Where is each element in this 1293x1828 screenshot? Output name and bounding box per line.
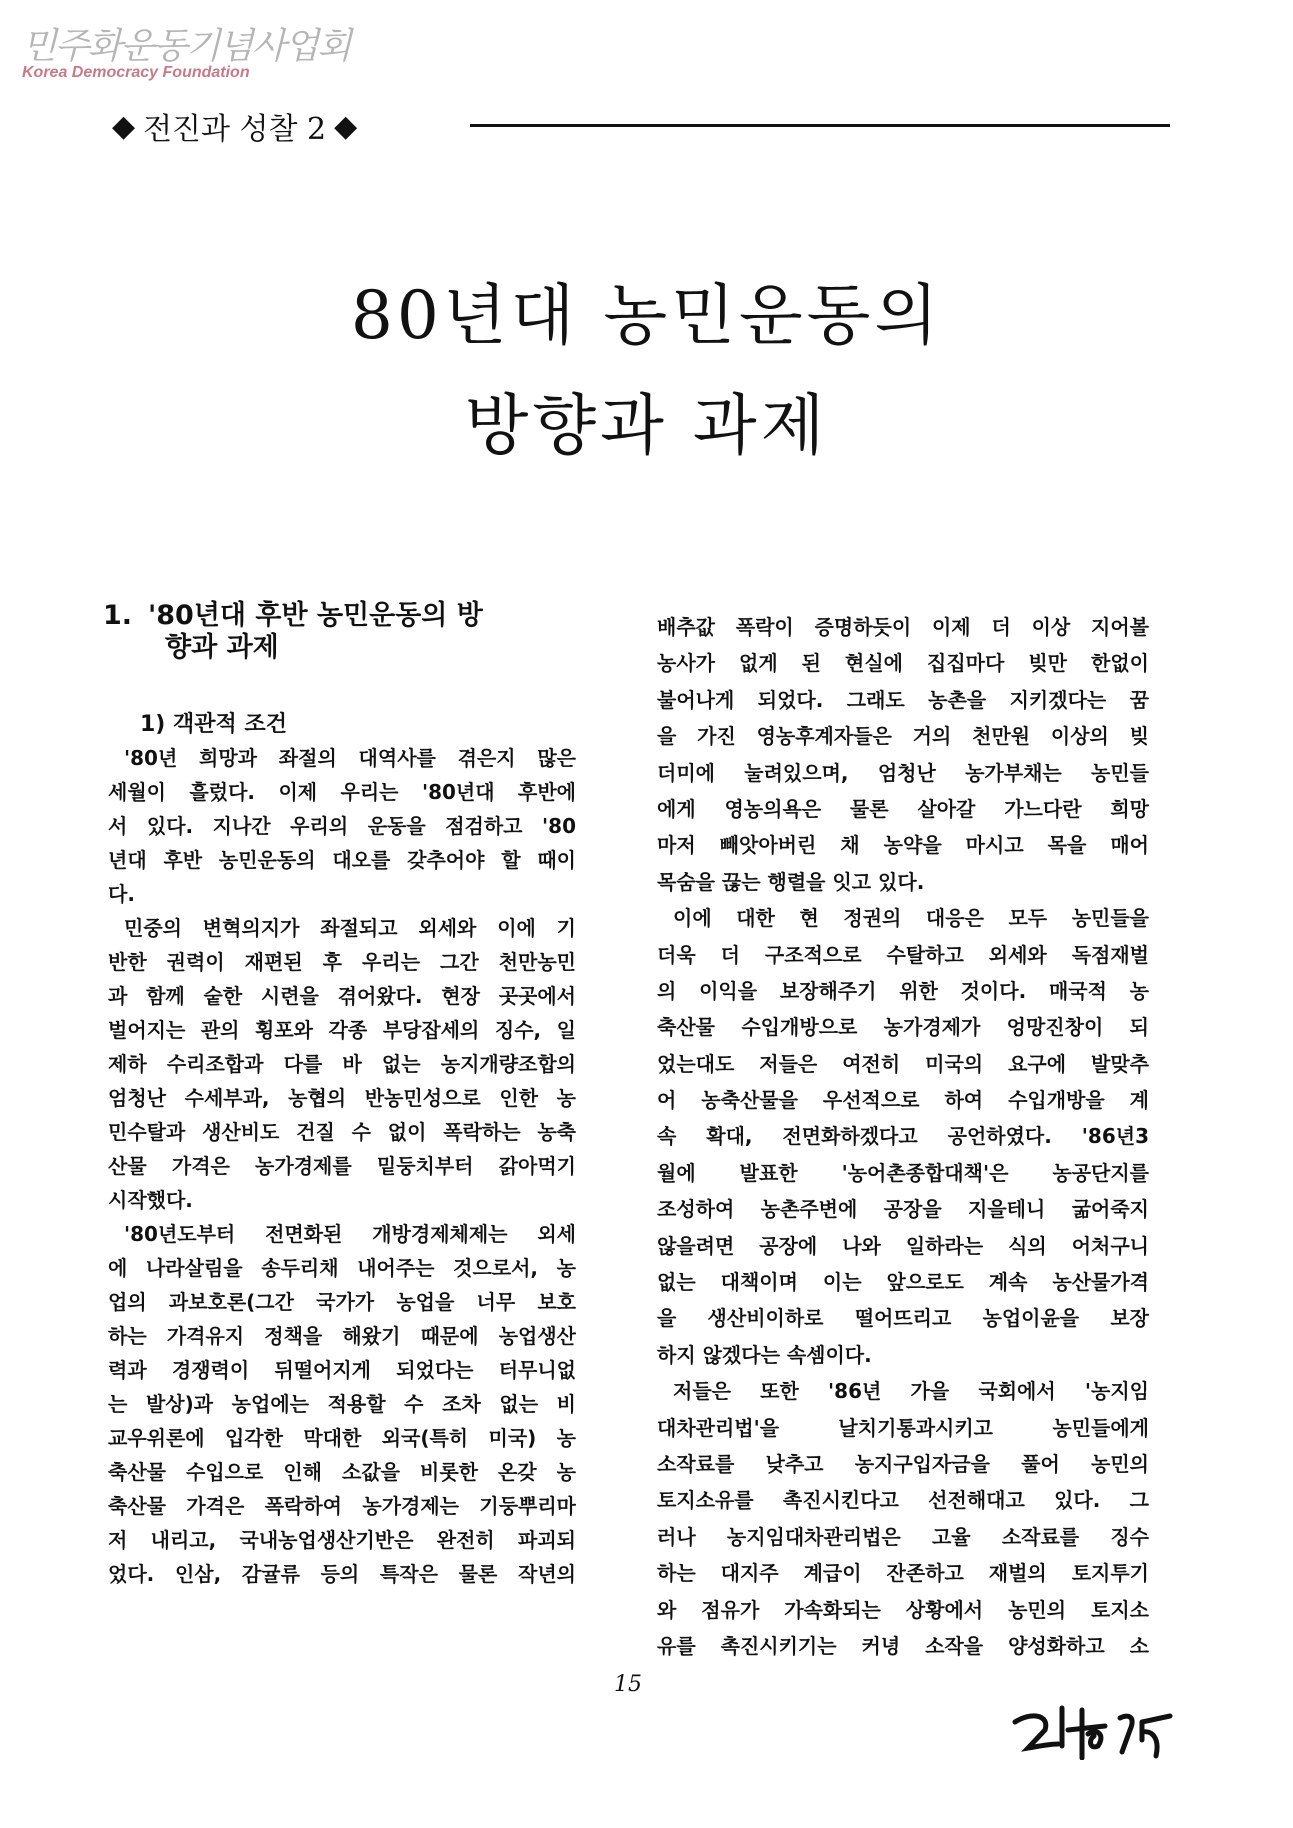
- text-line: 토지소유를 촉진시킨다고 선전해대고 있다. 그: [657, 1488, 1149, 1513]
- text-line: 마저 빼앗아버린 채 농약을 마시고 목을 매어: [657, 833, 1149, 858]
- text-line: 교우위론에 입각한 막대한 외국(특히 미국) 농: [108, 1426, 576, 1450]
- text-line: 력과 경쟁력이 뒤떨어지게 되었다는 터무니없: [108, 1358, 576, 1382]
- text-line: 시작했다.: [108, 1188, 193, 1212]
- heading-1: [103, 600, 643, 664]
- text-line: '80년 희망과 좌절의 대역사를 겪은지 많은: [124, 746, 576, 770]
- diamond-icon: ◆: [112, 108, 136, 144]
- handwritten-number: [1010, 1700, 1210, 1760]
- heading-text-1: '80년대 후반 농민운동의 방: [148, 600, 483, 631]
- text-line: 속 확대, 전면화하겠다고 공언하였다. '86년3: [657, 1124, 1149, 1149]
- text-line: 않을려면 공장에 나와 일하라는 식의 어처구니: [657, 1233, 1149, 1258]
- text-line: 벌어지는 관의 횡포와 각종 부당잡세의 징수, 일: [108, 1018, 576, 1042]
- heading-number: 1.: [103, 600, 133, 631]
- text-line: 과 함께 숱한 시련을 겪어왔다. 현장 곳곳에서: [108, 984, 576, 1008]
- text-line: 불어나게 되었다. 그래도 농촌을 지키겠다는 꿈: [657, 687, 1149, 712]
- text-line: 어 농축산물을 우선적으로 하여 수입개방을 계: [657, 1088, 1149, 1113]
- text-line: 더미에 눌려있으며, 엄청난 농가부채는 농민들: [657, 760, 1149, 785]
- text-line: 하는 가격유지 정책을 해왔기 때문에 농업생산: [108, 1324, 576, 1348]
- text-line: 축산물 수입개방으로 농가경제가 엉망진창이 되: [657, 1015, 1149, 1040]
- text-line: 세월이 흘렀다. 이제 우리는 '80년대 후반에: [108, 780, 576, 804]
- text-line: 업의 과보호론(그간 국가가 농업을 너무 보호: [108, 1290, 576, 1314]
- section-rule: [470, 124, 1170, 127]
- text-line: 농사가 없게 된 현실에 집집마다 빚만 한없이: [657, 651, 1149, 676]
- page-number: 15: [614, 1672, 642, 1697]
- text-line: 었다. 인삼, 감귤류 등의 특작은 물론 작년의: [108, 1562, 576, 1586]
- text-line: 엄청난 수세부과, 농협의 반농민성으로 인한 농: [108, 1086, 576, 1110]
- text-line: 을 생산비이하로 떨어뜨리고 농업이윤을 보장: [657, 1306, 1149, 1331]
- text-line: 었는대도 저들은 여전히 미국의 요구에 발맞추: [657, 1051, 1149, 1076]
- watermark-english: Korea Democracy Foundation: [22, 64, 250, 81]
- text-line: 반한 권력이 재편된 후 우리는 그간 천만농민: [108, 950, 576, 974]
- text-line: 저들은 또한 '86년 가을 국회에서 '농지임: [673, 1379, 1149, 1404]
- text-line: 년대 후반 농민운동의 대오를 갖추어야 할 때이: [108, 848, 576, 872]
- text-line: 소작료를 낮추고 농지구입자금을 풀어 농민의: [657, 1451, 1149, 1476]
- text-line: 배추값 폭락이 증명하듯이 이제 더 이상 지어볼: [657, 615, 1149, 639]
- text-line: 월에 발표한 '농어촌종합대책'은 농공단지를: [657, 1160, 1149, 1185]
- section-label: 전진과 성찰 2: [143, 112, 327, 147]
- text-line: 는 발상)과 농업에는 적용할 수 조차 없는 비: [108, 1392, 576, 1416]
- text-line: 하는 대지주 계급이 잔존하고 재벌의 토지투기: [657, 1561, 1149, 1586]
- left-column: [108, 741, 576, 1591]
- text-line: 유를 촉진시키기는 커녕 소작을 양성화하고 소: [657, 1633, 1149, 1658]
- text-line: 러나 농지임대차관리법은 고율 소작료를 징수: [657, 1524, 1149, 1549]
- text-line: 의 이익을 보장해주기 위한 것이다. 매국적 농: [657, 978, 1149, 1003]
- title-line-2: 방향과 과제: [464, 387, 829, 464]
- text-line: 조성하여 농촌주변에 공장을 지을테니 굶어죽지: [657, 1197, 1149, 1222]
- right-column: [657, 609, 1149, 1664]
- text-line: 이에 대한 현 정권의 대응은 모두 농민들을: [673, 906, 1149, 931]
- text-line: 제하 수리조합과 다를 바 없는 농지개량조합의: [108, 1052, 576, 1076]
- text-line: 와 점유가 가속화되는 상황에서 농민의 토지소: [657, 1597, 1149, 1622]
- text-line: 더욱 더 구조적으로 수탈하고 외세와 독점재벌: [657, 942, 1149, 967]
- heading-text-2: 향과 과제: [165, 632, 279, 663]
- text-line: 다.: [108, 882, 135, 906]
- text-line: 목숨을 끊는 행렬을 잇고 있다.: [657, 869, 925, 894]
- text-line: 산물 가격은 농가경제를 밑둥치부터 갉아먹기: [108, 1154, 576, 1178]
- subheading: 1) 객관적 조건: [140, 712, 287, 737]
- diamond-icon: ◆: [334, 108, 358, 144]
- section-header: [112, 104, 357, 148]
- text-line: 하지 않겠다는 속셈이다.: [657, 1342, 872, 1367]
- text-line: 을 가진 영농후계자들은 거의 천만원 이상의 빚: [657, 724, 1149, 749]
- text-line: 민중의 변혁의지가 좌절되고 외세와 이에 기: [124, 916, 576, 940]
- text-line: 축산물 수입으로 인해 소값을 비롯한 온갖 농: [108, 1460, 576, 1484]
- text-line: 없는 대책이며 이는 앞으로도 계속 농산물가격: [657, 1270, 1149, 1295]
- text-line: 저 내리고, 국내농업생산기반은 완전히 파괴되: [108, 1528, 576, 1552]
- text-line: 민수탈과 생산비도 건질 수 없이 폭락하는 농축: [108, 1120, 576, 1144]
- text-line: '80년도부터 전면화된 개방경제체제는 외세: [124, 1222, 576, 1246]
- text-line: 서 있다. 지나간 우리의 운동을 점검하고 '80: [108, 814, 576, 838]
- text-line: 에 나라살림을 송두리채 내어주는 것으로서, 농: [108, 1256, 576, 1280]
- text-line: 에게 영농의욕은 물론 살아갈 가느다란 희망: [657, 796, 1149, 821]
- text-line: 축산물 가격은 폭락하여 농가경제는 기둥뿌리마: [108, 1494, 576, 1518]
- text-line: 대차관리법'을 날치기통과시키고 농민들에게: [657, 1415, 1149, 1440]
- watermark-korean: 민주화운동기념사업회: [22, 26, 350, 67]
- title-line-1: 80년대 농민운동의: [350, 277, 943, 354]
